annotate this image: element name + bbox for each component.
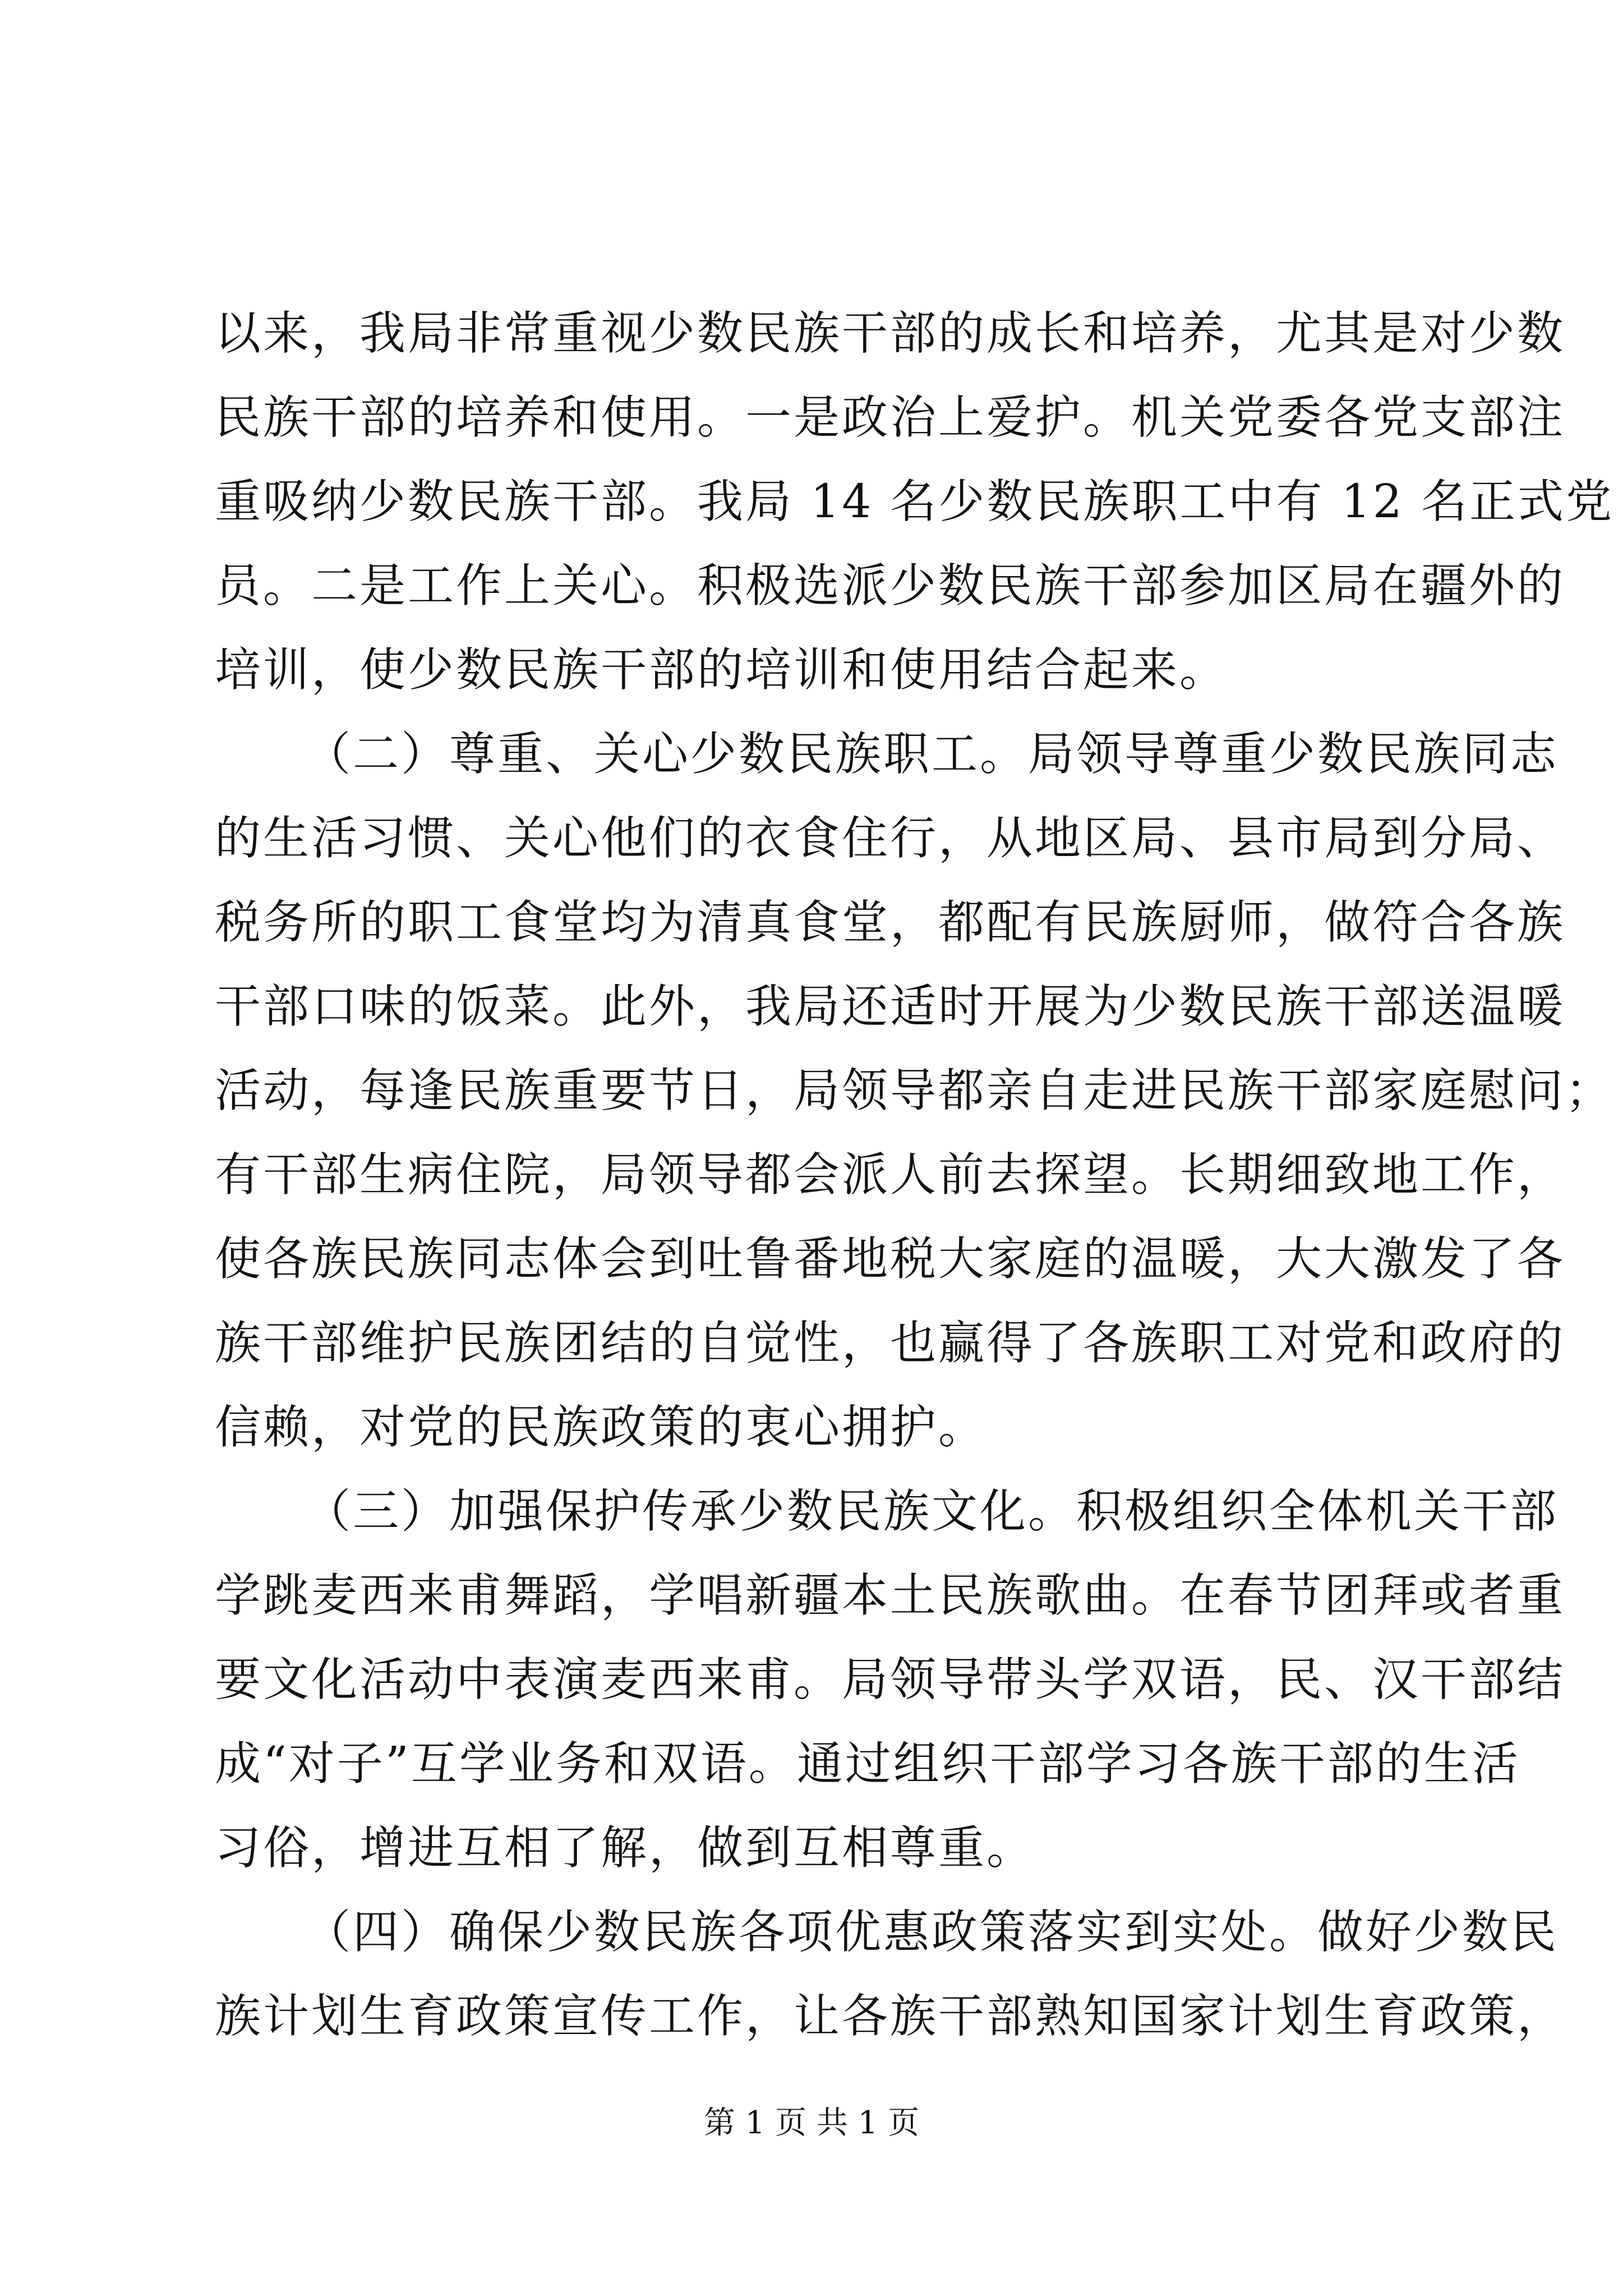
text-line: 有干部生病住院，局领导都会派人前去探望。长期细致地工作， (215, 1148, 1566, 1202)
text-line: 习俗，增进互相了解，做到互相尊重。 (215, 1821, 1035, 1875)
text-line: 成“对子”互学业务和双语。通过组织干部学习各族干部的生活 (215, 1737, 1520, 1791)
text-line: （四）确保少数民族各项优惠政策落实到实处。做好少数民 (305, 1906, 1559, 1959)
text-line: 活动，每逢民族重要节日，局领导都亲自走进民族干部家庭慰问； (215, 1064, 1614, 1117)
text-line: 以来，我局非常重视少数民族干部的成长和培养，尤其是对少数 (215, 307, 1566, 360)
text-line: 族计划生育政策宣传工作，让各族干部熟知国家计划生育政策， (215, 1990, 1566, 2043)
text-line: 税务所的职工食堂均为清真食堂，都配有民族厨师，做符合各族 (215, 896, 1566, 949)
text-line: 重吸纳少数民族干部。我局 14 名少数民族职工中有 12 名正式党 (215, 475, 1614, 528)
page-footer: 第 1 页 共 1 页 (703, 2105, 920, 2141)
text-line: （三）加强保护传承少数民族文化。积极组织全体机关干部 (305, 1485, 1559, 1538)
text-line: 族干部维护民族团结的自觉性，也赢得了各族职工对党和政府的 (215, 1317, 1566, 1370)
text-line: 干部口味的饭菜。此外，我局还适时开展为少数民族干部送温暖 (215, 980, 1566, 1033)
text-line: 民族干部的培养和使用。一是政治上爱护。机关党委各党支部注 (215, 391, 1566, 444)
text-line: （二）尊重、关心少数民族职工。局领导尊重少数民族同志 (305, 728, 1559, 781)
text-line: 的生活习惯、关心他们的衣食住行，从地区局、县市局到分局、 (215, 812, 1566, 865)
text-line: 信赖，对党的民族政策的衷心拥护。 (215, 1401, 987, 1454)
text-line: 要文化活动中表演麦西来甫。局领导带头学双语，民、汉干部结 (215, 1653, 1566, 1706)
text-line: 学跳麦西来甫舞蹈，学唱新疆本土民族歌曲。在春节团拜或者重 (215, 1569, 1566, 1622)
text-line: 员。二是工作上关心。积极选派少数民族干部参加区局在疆外的 (215, 559, 1566, 613)
document-body (215, 292, 1614, 2059)
text-line: 培训，使少数民族干部的培训和使用结合起来。 (215, 643, 1228, 697)
text-line: 使各族民族同志体会到吐鲁番地税大家庭的温暖，大大激发了各 (215, 1232, 1566, 1286)
